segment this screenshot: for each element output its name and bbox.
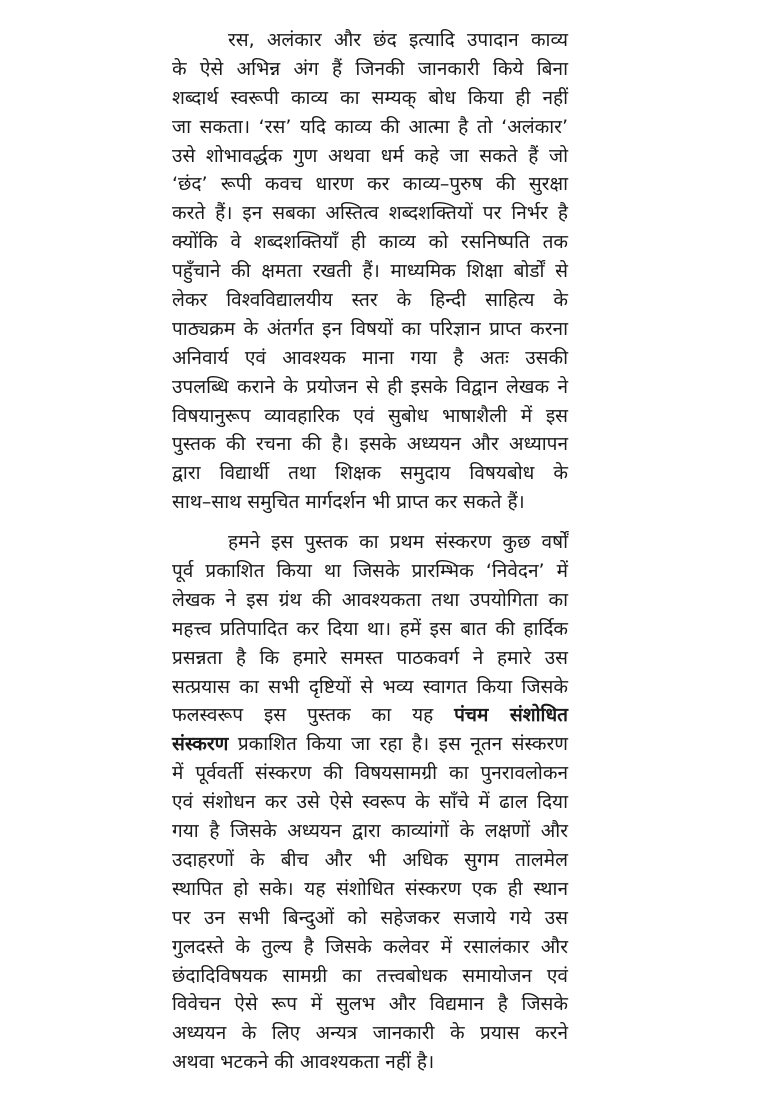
text-line: पुस्तक की रचना की है। इसके अध्ययन और अध्यापन [172, 433, 568, 456]
document-page [172, 26, 568, 1077]
text-line: पाठ्यक्रम के अंतर्गत इन विषयों का परिज्ञान प्राप्त करना [172, 317, 568, 340]
text-line: लेकर विश्वविद्यालयीय स्तर के हिन्दी साहित्य के [172, 289, 568, 312]
text-line: पूर्व प्रकाशित किया था जिसके प्रारम्भिक ‘निवेदन’ में [172, 560, 568, 583]
text-line [172, 701, 568, 730]
text-line: अथवा भटकने की आवश्यकता नहीं है। [172, 1051, 435, 1074]
text-line: पर उन सभी बिन्दुओं को सहेजकर सजाये गये उस [172, 906, 568, 929]
text-line: अध्ययन के लिए अन्यत्र जानकारी के प्रयास करने [172, 1022, 568, 1045]
text-line: पहुँचाने की क्षमता रखती हैं। माध्यमिक शिक्षा बोर्डों से [172, 260, 568, 283]
text-line: ‘छंद’ रूपी कवच धारण कर काव्य–पुरुष की सुरक्षा [172, 173, 568, 196]
text-line: एवं संशोधन कर उसे ऐसे स्वरूप के साँचे में ढाल दिया [172, 791, 568, 814]
text-line: विषयानुरूप व्यावहारिक एवं सुबोध भाषाशैली में इस [172, 404, 568, 427]
text-line: उदाहरणों के बीच और भी अधिक सुगम तालमेल [172, 848, 568, 871]
text-line: छंदादिविषयक सामग्री का तत्त्वबोधक समायोजन एवं [172, 964, 568, 987]
text-line: प्रसन्नता है कि हमारे समस्त पाठकवर्ग ने हमारे उस [172, 646, 568, 669]
text-segment: प्रकाशित किया जा रहा है। इस नूतन संस्करण [237, 733, 568, 756]
text-segment: फलस्वरूप इस पुस्तक का यह [172, 704, 434, 727]
paragraph-1 [172, 26, 568, 517]
text-line: में पूर्ववर्ती संस्करण की विषयसामग्री का पुनरावलोकन [172, 762, 568, 785]
text-line: हमने इस पुस्तक का प्रथम संस्करण कुछ वर्षों [228, 531, 568, 554]
bold-edition-title: संस्करण [172, 733, 229, 756]
text-line [172, 730, 568, 759]
text-line: गुलदस्ते के तुल्य है जिसके कलेवर में रसालंकार और [172, 935, 568, 958]
text-line: स्थापित हो सके। यह संशोधित संस्करण एक ही स्थान [172, 877, 568, 900]
text-line: शब्दार्थ स्वरूपी काव्य का सम्यक् बोध किया ही नहीं [172, 86, 568, 109]
text-line: द्वारा विद्यार्थी तथा शिक्षक समुदाय विषयबोध के [172, 462, 568, 485]
bold-edition-title: पंचम संशोधित [454, 704, 568, 727]
text-line: गया है जिसके अध्ययन द्वारा काव्यांगों के लक्षणों और [172, 820, 568, 843]
text-line: के ऐसे अभिन्न अंग हैं जिनकी जानकारी किये बिना [172, 57, 568, 80]
text-line: सत्प्रयास का सभी दृष्टियों से भव्य स्वागत किया जिसके [172, 675, 568, 698]
text-line: उसे शोभावर्द्धक गुण अथवा धर्म कहे जा सकते हैं जो [172, 144, 568, 167]
text-line: साथ–साथ समुचित मार्गदर्शन भी प्राप्त कर सकते हैं। [172, 491, 525, 514]
text-line: महत्त्व प्रतिपादित कर दिया था। हमें इस बात की हार्दिक [172, 617, 568, 640]
paragraph-2 [172, 528, 568, 1077]
text-line: करते हैं। इन सबका अस्तित्व शब्दशक्तियों पर निर्भर है [172, 202, 568, 225]
text-line: रस, अलंकार और छंद इत्यादि उपादान काव्य [228, 29, 568, 51]
text-line: उपलब्धि कराने के प्रयोजन से ही इसके विद्वान लेखक ने [172, 375, 568, 398]
text-line: विवेचन ऐसे रूप में सुलभ और विद्यमान है जिसके [172, 993, 568, 1016]
text-line: लेखक ने इस ग्रंथ की आवश्यकता तथा उपयोगिता का [172, 588, 568, 611]
text-line: क्योंकि वे शब्दशक्तियाँ ही काव्य को रसनिष्पति तक [172, 231, 568, 254]
text-line: अनिवार्य एवं आवश्यक माना गया है अतः उसकी [172, 346, 568, 369]
text-line: जा सकता। ‘रस’ यदि काव्य की आत्मा है तो ‘अलंकार’ [172, 115, 568, 138]
